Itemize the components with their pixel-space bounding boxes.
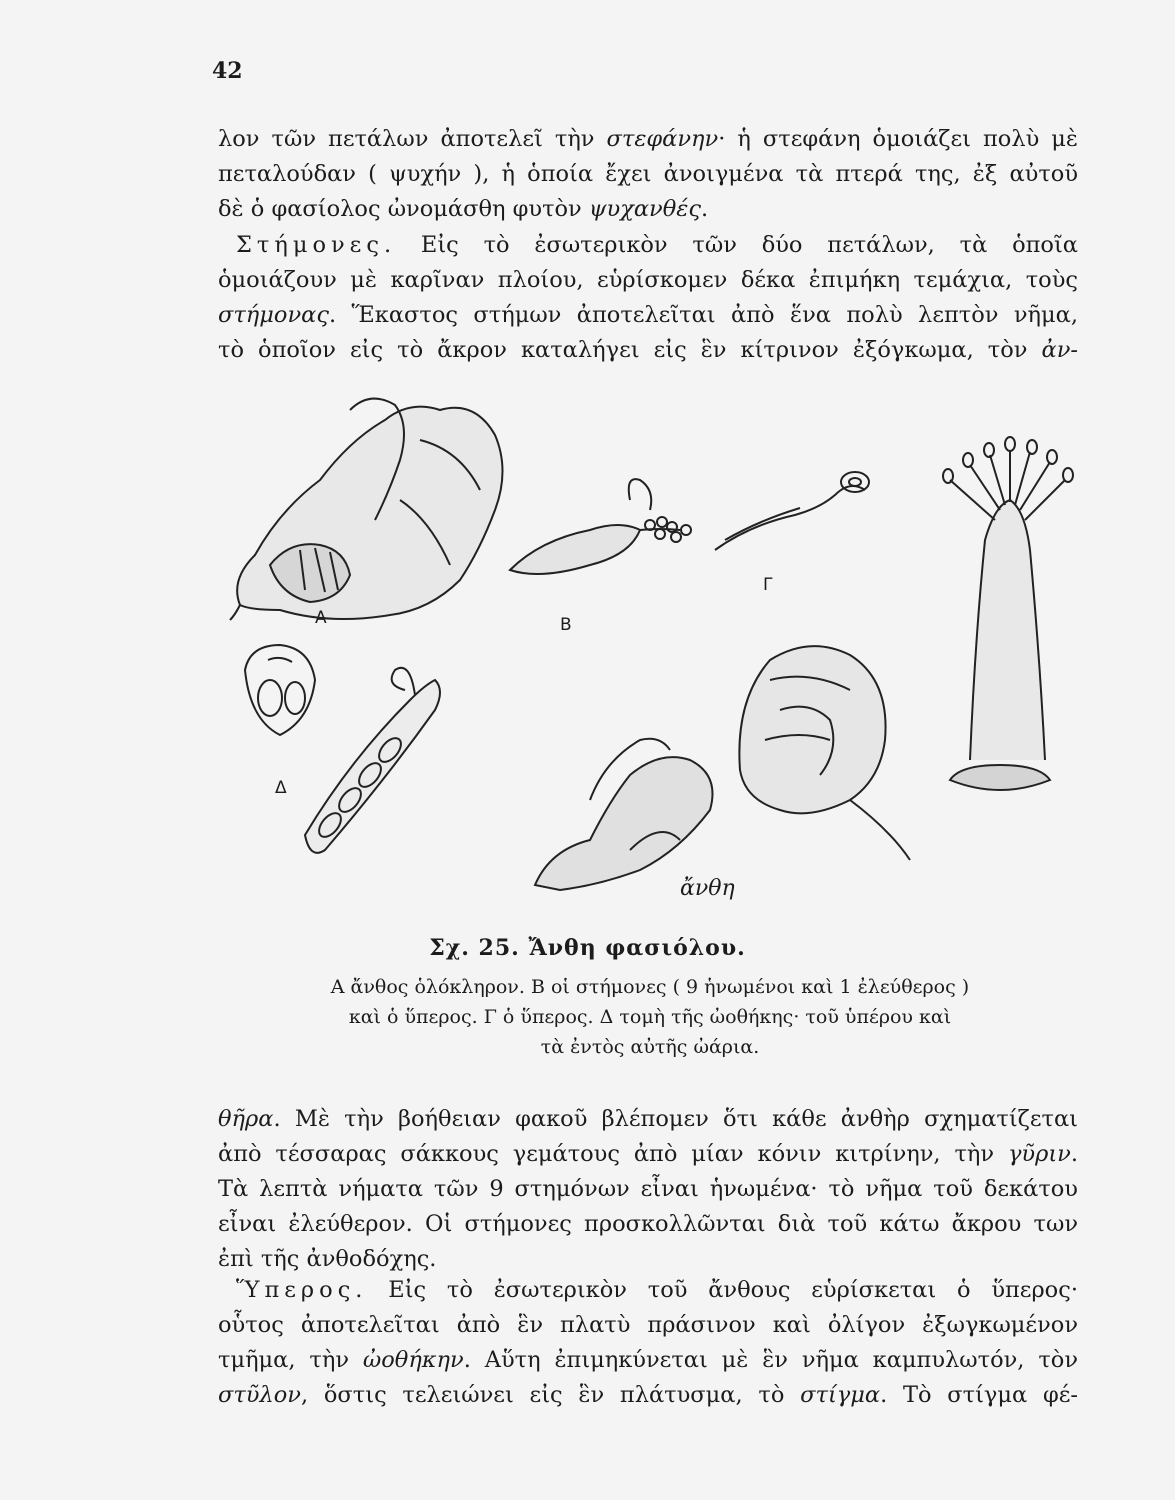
text-line: εἶναι ἐλεύθερον. Οἱ στήμονες προσκολλῶνται διὰ τοῦ κάτω ἄκρου των bbox=[218, 1211, 1078, 1237]
page-number: 42 bbox=[212, 58, 243, 84]
flower-side-drawing bbox=[535, 739, 713, 890]
ovary-section-drawing bbox=[245, 645, 440, 853]
caption-line: τὰ ἐντὸς αὐτῆς ὠάρια. bbox=[540, 1036, 760, 1058]
caption-line: Α ἄνθος ὁλόκληρον. Β οἱ στήμονες ( 9 ἡνωμένοι καὶ 1 ἐλεύθερος ) bbox=[330, 976, 970, 998]
text-line: ἀπὸ τέσσαρας σάκκους γεμάτους ἀπὸ μίαν κόνιν κιτρίνην, τὴν γῦριν. bbox=[218, 1141, 1078, 1167]
figure-caption-body bbox=[280, 972, 1020, 1062]
label-D: Δ bbox=[275, 778, 287, 798]
text-line: Ὕπερος. Εἰς τὸ ἐσωτερικὸν τοῦ ἄνθους εὑρίσκεται ὁ ὕπερος· bbox=[236, 1277, 1078, 1303]
figure-caption-title: Σχ. 25. Ἄνθη φασιόλου. bbox=[429, 935, 746, 961]
staminal-tube-drawing bbox=[943, 437, 1073, 790]
handwritten-note: ἄνθη bbox=[680, 876, 735, 901]
text-line: στήμονας. Ἕκαστος στήμων ἀποτελεῖται ἀπὸ ἕνα πολὺ λεπτὸν νῆμα, bbox=[218, 302, 1078, 328]
label-G: Γ bbox=[763, 575, 773, 595]
paragraph-pistil bbox=[218, 1273, 1078, 1413]
label-B: Β bbox=[560, 615, 572, 635]
figure-illustration bbox=[210, 380, 1090, 910]
stamens-drawing bbox=[510, 479, 691, 574]
flower-whole-drawing bbox=[230, 399, 503, 620]
section-heading: Ὕπερος. bbox=[236, 1277, 368, 1303]
label-A: Α bbox=[315, 608, 327, 628]
pistil-drawing bbox=[715, 472, 869, 550]
paragraph-stamens bbox=[218, 228, 1078, 368]
text-line: στῦλον, ὅστις τελειώνει εἰς ἓν πλάτυσμα, τὸ στίγμα. Τὸ στίγμα φέ- bbox=[218, 1382, 1078, 1408]
text-line: δὲ ὁ φασίολος ὠνομάσθη φυτὸν ψυχανθές. bbox=[218, 196, 709, 222]
paragraph-anthers bbox=[218, 1102, 1078, 1277]
text-line: λον τῶν πετάλων ἀποτελεῖ τὴν στεφάνην· ἡ στεφάνη ὁμοιάζει πολὺ μὲ bbox=[218, 126, 1078, 152]
figure-bean-flowers bbox=[210, 380, 1090, 910]
text-line: Στήμονες. Εἰς τὸ ἐσωτερικὸν τῶν δύο πετάλων, τὰ ὁποῖα bbox=[236, 232, 1078, 258]
section-heading: Στήμονες. bbox=[236, 232, 397, 258]
text-line: πεταλούδαν ( ψυχήν ), ἡ ὁποία ἔχει ἀνοιγμένα τὰ πτερά της, ἐξ αὐτοῦ bbox=[218, 161, 1078, 187]
text-line: τὸ ὁποῖον εἰς τὸ ἄκρον καταλήγει εἰς ἓν κίτρινον ἐξόγκωμα, τὸν ἀν- bbox=[218, 337, 1078, 363]
caption-line: καὶ ὁ ὕπερος. Γ ὁ ὕπερος. Δ τομὴ τῆς ὠοθήκης· τοῦ ὑπέρου καὶ bbox=[348, 1006, 952, 1028]
text-line: ὁμοιάζουν μὲ καρῖναν πλοίου, εὑρίσκομεν δέκα ἐπιμήκη τεμάχια, τοὺς bbox=[218, 267, 1078, 293]
text-line: τμῆμα, τὴν ὠοθήκην. Αὕτη ἐπιμηκύνεται μὲ ἓν νῆμα καμπυλωτόν, τὸν bbox=[218, 1347, 1078, 1373]
text-line: Τὰ λεπτὰ νήματα τῶν 9 στημόνων εἶναι ἡνωμένα· τὸ νῆμα τοῦ δεκάτου bbox=[218, 1176, 1078, 1202]
text-line: θῆρα. Μὲ τὴν βοήθειαν φακοῦ βλέπομεν ὅτι κάθε ἀνθὴρ σχηματίζεται bbox=[218, 1106, 1078, 1132]
paragraph-corolla bbox=[218, 122, 1078, 227]
flower-front-drawing bbox=[739, 646, 910, 860]
text-line: οὗτος ἀποτελεῖται ἀπὸ ἓν πλατὺ πράσινον καὶ ὀλίγον ἐξωγκωμένον bbox=[218, 1312, 1078, 1338]
text-line: ἐπὶ τῆς ἀνθοδόχης. bbox=[218, 1246, 437, 1272]
